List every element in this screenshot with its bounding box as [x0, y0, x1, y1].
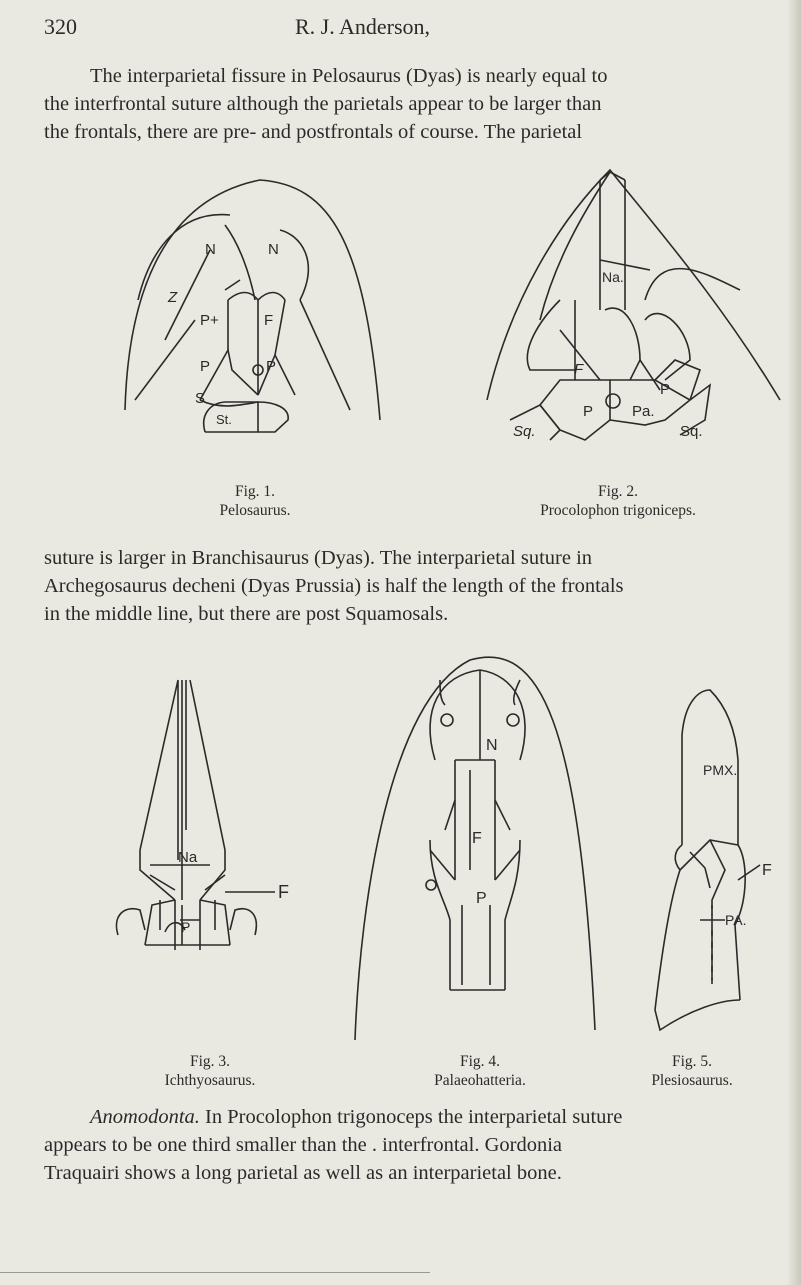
- text-line: Traquairi shows a long parietal as well as an interparietal bone.: [44, 1162, 562, 1184]
- fig5-part-label: PMX.: [703, 762, 738, 778]
- figure-name: Pelosaurus.: [219, 502, 291, 519]
- text-line: [44, 1103, 766, 1131]
- fig2-part-label: Na.: [602, 269, 624, 285]
- figure-label: Fig. 2.: [597, 483, 639, 500]
- fig4-part-label: F: [472, 830, 482, 847]
- fig3-caption: [112, 1052, 308, 1090]
- fig1-part-label: N: [268, 241, 279, 258]
- fig2-part-label: Sq.: [680, 423, 703, 440]
- fig1-part-label: F: [264, 312, 274, 329]
- figure-name: Ichthyosaurus.: [164, 1072, 256, 1089]
- fig5-drawing: [655, 690, 760, 1030]
- fig2-caption: [498, 482, 738, 520]
- running-head: R. J. Anderson,: [295, 14, 431, 39]
- fig5-part-label: PA.: [725, 912, 747, 928]
- fig2-drawing: [487, 170, 780, 440]
- fig3-part-label: F: [278, 882, 289, 902]
- figures-top: [0, 0, 801, 540]
- figure-label: Fig. 4.: [459, 1053, 501, 1070]
- fig5-caption: [612, 1052, 772, 1090]
- figure-label: Fig. 1.: [234, 483, 276, 500]
- text-fragment: In Procolophon trigonoceps the interparietal suture: [199, 1106, 623, 1128]
- fig1-part-label: St.: [216, 412, 232, 427]
- fig1-part-label: S: [195, 390, 206, 407]
- fig2-part-label: P: [660, 381, 671, 398]
- italic-lead: Anomodonta.: [90, 1106, 200, 1128]
- text-line: The interparietal fissure in Pelosaurus (Dyas) is nearly equal to: [90, 65, 608, 87]
- fig1-part-label: P+: [200, 312, 219, 329]
- fig1-part-label: P: [200, 358, 211, 375]
- fig1-part-label: Z: [168, 289, 178, 306]
- text-line: the frontals, there are pre- and postfrontals of course. The parietal: [44, 121, 583, 143]
- fig2-part-label: Sq.: [513, 423, 536, 440]
- fig5-part-label: F: [762, 862, 772, 879]
- fig3-drawing: [117, 680, 275, 950]
- fig2-part-label: P: [583, 403, 594, 420]
- fig1-part-label: P: [266, 358, 277, 375]
- figure-name: Procolophon trigoniceps.: [540, 502, 696, 519]
- text-line: the interfrontal suture although the parietals appear to be larger than: [44, 93, 602, 115]
- figure-label: Fig. 5.: [671, 1053, 713, 1070]
- figure-name: Plesiosaurus.: [651, 1072, 733, 1089]
- text-line: appears to be one third smaller than the . interfrontal. Gordonia: [44, 1134, 563, 1156]
- fig4-caption: [380, 1052, 580, 1090]
- bottom-rule: [0, 1272, 430, 1273]
- figure-name: Palaeohatteria.: [434, 1072, 526, 1089]
- fig4-part-label: N: [486, 737, 498, 754]
- page-number: 320: [44, 14, 77, 39]
- paragraph-3: [44, 1103, 766, 1187]
- fig1-caption: [165, 482, 345, 520]
- text-line: Archegosaurus decheni (Dyas Prussia) is half the length of the frontals: [44, 575, 624, 597]
- figure-label: Fig. 3.: [189, 1053, 231, 1070]
- fig2-part-label: F: [574, 361, 584, 378]
- fig1-drawing: [125, 180, 380, 432]
- fig3-part-label: P: [181, 919, 191, 935]
- fig2-part-label: Pa.: [632, 403, 655, 420]
- fig3-part-label: Na: [178, 849, 198, 866]
- text-line: suture is larger in Branchisaurus (Dyas). The interparietal suture in: [44, 547, 593, 569]
- fig1-part-label: N: [205, 241, 216, 258]
- page-edge-shadow: [787, 0, 801, 1285]
- text-line: in the middle line, but there are post Squamosals.: [44, 603, 449, 625]
- fig4-part-label: P: [476, 890, 487, 907]
- fig4-drawing: [355, 657, 595, 1040]
- paragraph-2: [44, 544, 766, 628]
